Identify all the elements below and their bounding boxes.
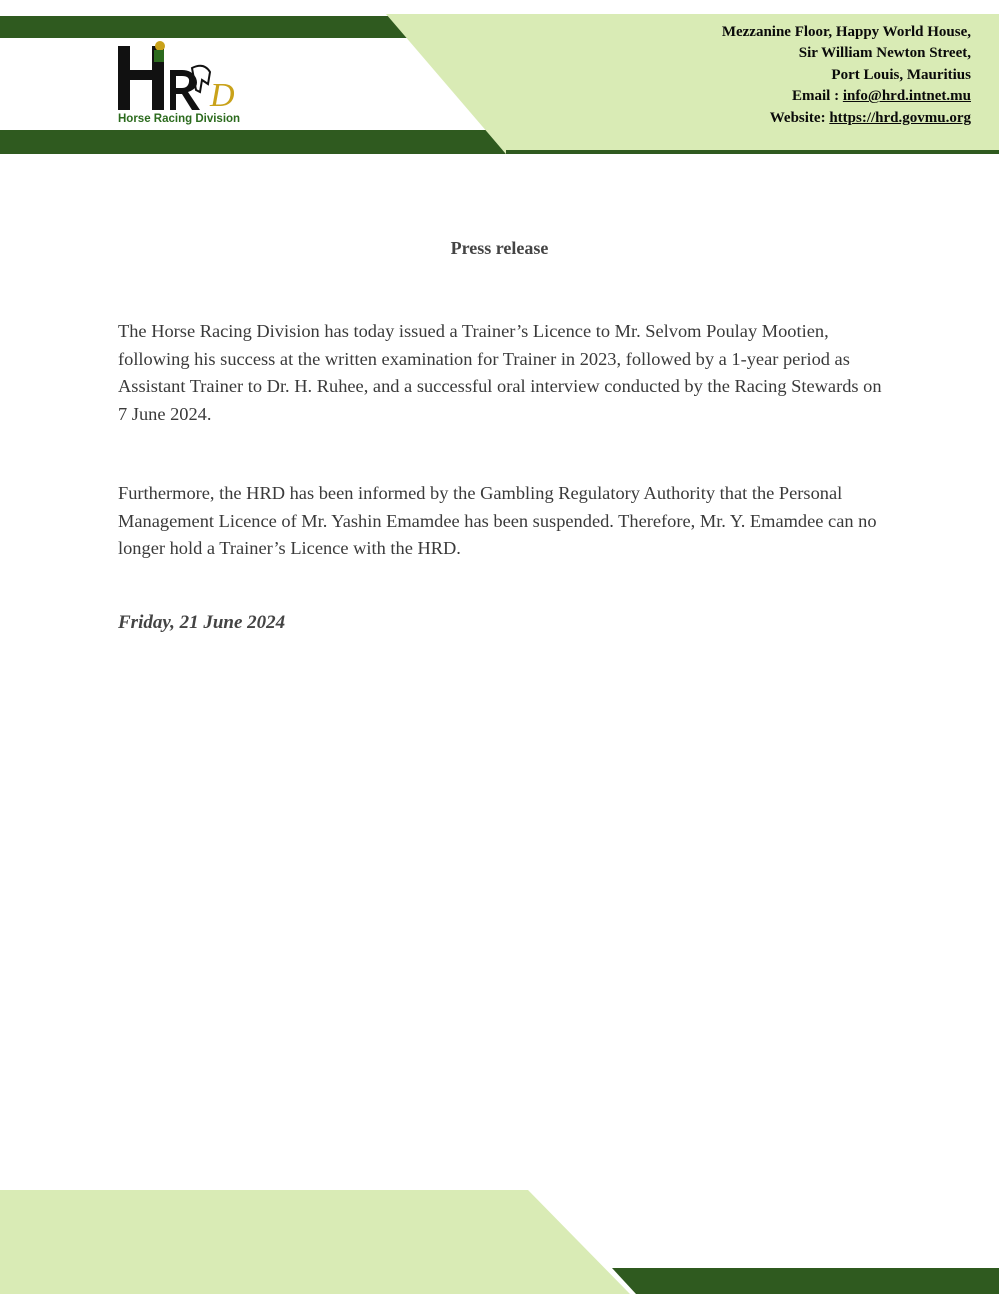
- website-line: [722, 108, 971, 129]
- header-dark-band-top: [0, 16, 415, 38]
- document-title: Press release: [450, 238, 549, 258]
- document-date: Friday, 21 June 2024: [118, 612, 286, 633]
- address-line-3: Port Louis, Mauritius: [831, 66, 971, 83]
- address-line-1: Mezzanine Floor, Happy World House,: [721, 24, 971, 40]
- address-block: [722, 22, 971, 129]
- email-line: [722, 86, 971, 107]
- footer-light-panel: [0, 1190, 630, 1294]
- website-label: Website:: [769, 109, 826, 126]
- header-dark-band-bottom: [0, 130, 506, 154]
- body-paragraph-2: Furthermore, the HRD has been informed by the Gambling Regulatory Authority that the Personal Management Licence of Mr. Yashin Emamdee has been suspended. Therefore, Mr. Y. Emamdee can no longer hold a Trainer’s Licence with the HRD.: [118, 483, 877, 558]
- header-dark-band-right: [506, 150, 999, 154]
- body-paragraph-1: The Horse Racing Division has today issued a Trainer’s Licence to Mr. Selvom Poulay Mootien, following his success at the written examination for Trainer in 2023, followed by a 1-year period as Assistant Trainer to Dr. H. Ruhee, and a successful oral interview conducted by the Racing Stewards on 7 June 2024.: [118, 321, 882, 424]
- footer-dark-band: [612, 1268, 999, 1294]
- email-label: Email :: [792, 88, 840, 105]
- address-line-2: Sir William Newton Street,: [798, 45, 971, 62]
- logo-caption: Horse Racing Division: [118, 113, 241, 125]
- email-link[interactable]: info@hrd.intnet.mu: [842, 88, 971, 105]
- svg-text:D: D: [210, 77, 235, 114]
- website-link[interactable]: https://hrd.govmu.org: [829, 109, 971, 126]
